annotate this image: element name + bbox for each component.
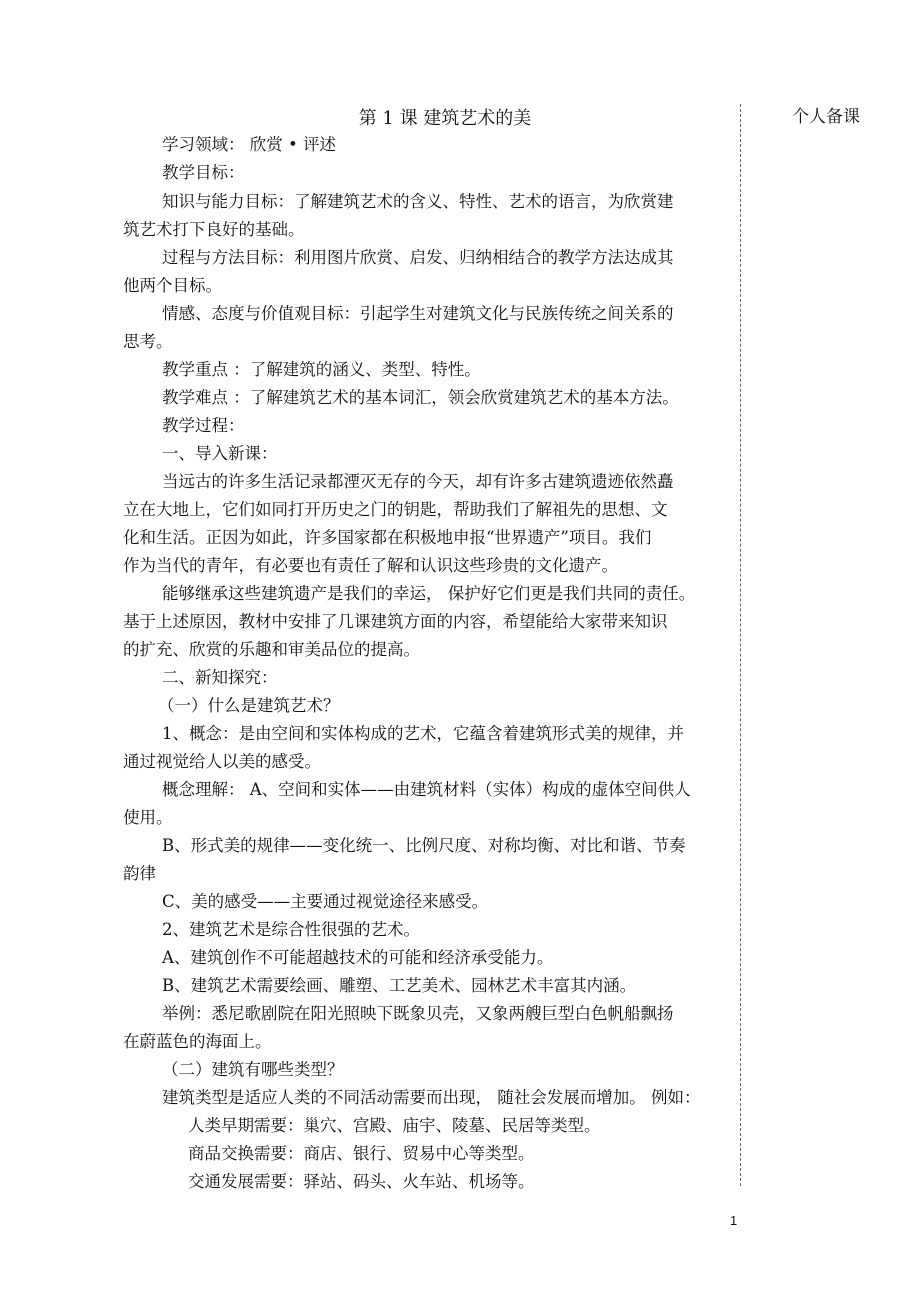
text-line: 情感、态度与价值观目标：引起学生对建筑文化与民族传统之间关系的 <box>162 304 674 323</box>
text-line: 教学难点 ：了解建筑艺术的基本词汇，领会欣赏建筑艺术的基本方法。 <box>162 388 679 407</box>
text-line: 概念理解： A、空间和实体——由建筑材料（实体）构成的虚体空间供人 <box>162 780 691 799</box>
text-line: 他两个目标。 <box>123 276 222 295</box>
page-number: 1 <box>730 1213 738 1228</box>
text-line: 在蔚蓝色的海面上。 <box>123 1032 272 1051</box>
text-line: 1、概念：是由空间和实体构成的艺术，它蕴含着建筑形式美的规律，并 <box>162 724 684 743</box>
margin-divider <box>740 104 742 1186</box>
text-line: 学习领域： 欣赏 • 评述 <box>162 135 336 154</box>
text-line: 交通发展需要：驿站、码头、火车站、机场等。 <box>188 1172 535 1191</box>
text-line: 知识与能力目标：了解建筑艺术的含义、特性、艺术的语言，为欣赏建 <box>162 192 674 211</box>
text-line: 化和生活。正因为如此，许多国家都在积极地申报“世界遗产”项目。我们 <box>123 528 652 547</box>
text-line: 商品交换需要：商店、银行、贸易中心等类型。 <box>188 1144 535 1163</box>
text-line: C、美的感受——主要通过视觉途径来感受。 <box>162 892 489 911</box>
text-line: 立在大地上，它们如同打开历史之门的钥匙，帮助我们了解祖先的思想、文 <box>123 500 668 519</box>
text-line: 2、建筑艺术是综合性很强的艺术。 <box>162 920 420 939</box>
text-line: 作为当代的青年，有必要也有责任了解和认识这些珍贵的文化遗产。 <box>123 556 618 575</box>
text-line: 当远古的许多生活记录都湮灭无存的今天，却有许多古建筑遗迹依然矗 <box>162 472 674 491</box>
text-line: 建筑类型是适应人类的不同活动需要而出现， 随社会发展而增加。 例如： <box>162 1088 701 1107</box>
side-note-label: 个人备课 <box>792 107 860 127</box>
text-line: 使用。 <box>123 808 173 827</box>
text-line: 筑艺术打下良好的基础。 <box>123 220 305 239</box>
text-line: 人类早期需要：巢穴、宫殿、庙宇、陵墓、民居等类型。 <box>188 1116 601 1135</box>
text-line: （一）什么是建筑艺术？ <box>158 696 340 715</box>
text-line: 教学重点 ：了解建筑的涵义、类型、特性。 <box>162 360 481 379</box>
text-line: 举例：悉尼歌剧院在阳光照映下既象贝壳，又象两艘巨型白色帆船飘扬 <box>162 1004 674 1023</box>
text-line: 韵律 <box>123 864 156 883</box>
text-line: 教学目标： <box>162 163 245 182</box>
text-line: B、建筑艺术需要绘画、雕塑、工艺美术、园林艺术丰富其内涵。 <box>162 976 637 995</box>
text-line: 二、新知探究： <box>162 668 278 687</box>
text-line: 通过视觉给人以美的感受。 <box>123 752 321 771</box>
text-line: 教学过程： <box>162 416 245 435</box>
lesson-title: 第 1 课 建筑艺术的美 <box>358 108 532 129</box>
text-line: （二）建筑有哪些类型？ <box>162 1060 344 1079</box>
text-line: 一、导入新课： <box>162 444 278 463</box>
text-line: 过程与方法目标：利用图片欣赏、启发、归纳相结合的教学方法达成其 <box>162 248 674 267</box>
text-line: 能够继承这些建筑遗产是我们的幸运， 保护好它们更是我们共同的责任。 <box>162 584 696 603</box>
text-line: A、建筑创作不可能超越技术的可能和经济承受能力。 <box>162 948 554 967</box>
text-line: 的扩充、欣赏的乐趣和审美品位的提高。 <box>123 640 420 659</box>
text-line: B、形式美的规律——变化统一、比例尺度、对称均衡、对比和谐、节奏 <box>162 836 686 855</box>
text-line: 基于上述原因，教材中安排了几课建筑方面的内容，希望能给大家带来知识 <box>123 612 668 631</box>
text-line: 思考。 <box>123 332 173 351</box>
